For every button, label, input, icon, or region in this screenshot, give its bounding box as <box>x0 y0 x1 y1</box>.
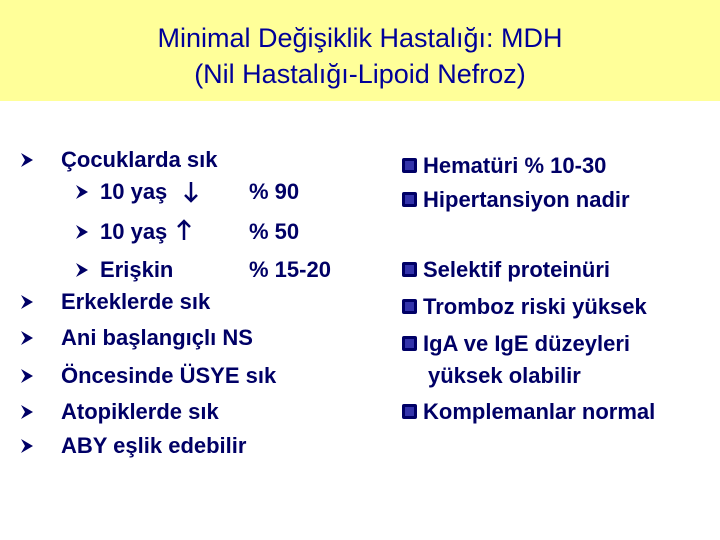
arrowhead-bullet-icon <box>75 184 89 200</box>
square-bullet-icon <box>402 299 417 314</box>
sublist-value-50: % 50 <box>249 219 300 244</box>
list-item-aby: ABY eşlik edebilir <box>61 433 247 458</box>
down-arrow-icon <box>182 180 200 204</box>
up-arrow-icon <box>175 218 193 242</box>
title-banner <box>0 0 720 101</box>
square-bullet-icon <box>402 158 417 173</box>
list-item-tromboz: Tromboz riski yüksek <box>423 294 647 319</box>
square-bullet-icon <box>402 336 417 351</box>
title-line-1: Minimal Değişiklik Hastalığı: MDH <box>157 23 563 53</box>
sublist-value-15-20: % 15-20 <box>249 257 331 282</box>
list-item-oncesinde: Öncesinde ÜSYE sık <box>61 363 277 388</box>
arrowhead-bullet-icon <box>20 438 34 454</box>
arrowhead-bullet-icon <box>20 330 34 346</box>
list-item-erkeklerde: Erkeklerde sık <box>61 289 211 314</box>
sublist-value-90: % 90 <box>249 179 300 204</box>
list-item-komplemanlar: Komplemanlar normal <box>423 399 656 424</box>
square-bullet-icon <box>402 192 417 207</box>
arrowhead-bullet-icon <box>75 224 89 240</box>
list-item-cocuklarda: Çocuklarda sık <box>61 147 218 172</box>
list-item-iga-ige: IgA ve IgE düzeyleri <box>423 331 631 356</box>
sublist-label-eriskin: Erişkin <box>100 257 174 282</box>
arrowhead-bullet-icon <box>20 368 34 384</box>
sublist-label-10-yas-above: 10 yaş <box>100 219 168 244</box>
title-line-2: (Nil Hastalığı-Lipoid Nefroz) <box>194 59 526 89</box>
arrowhead-bullet-icon <box>75 262 89 278</box>
list-item-hematuri: Hematüri % 10-30 <box>423 153 607 178</box>
list-item-hipertansiyon: Hipertansiyon nadir <box>423 187 630 212</box>
arrowhead-bullet-icon <box>20 294 34 310</box>
sublist-label-10-yas-below: 10 yaş <box>100 179 168 204</box>
square-bullet-icon <box>402 404 417 419</box>
square-bullet-icon <box>402 262 417 277</box>
list-item-selektif-proteinuri: Selektif proteinüri <box>423 257 611 282</box>
list-item-ani-baslangicli: Ani başlangıçlı NS <box>61 325 253 350</box>
list-item-iga-ige-continued: yüksek olabilir <box>428 363 581 388</box>
arrowhead-bullet-icon <box>20 152 34 168</box>
arrowhead-bullet-icon <box>20 404 34 420</box>
list-item-atopiklerde: Atopiklerde sık <box>61 399 219 424</box>
